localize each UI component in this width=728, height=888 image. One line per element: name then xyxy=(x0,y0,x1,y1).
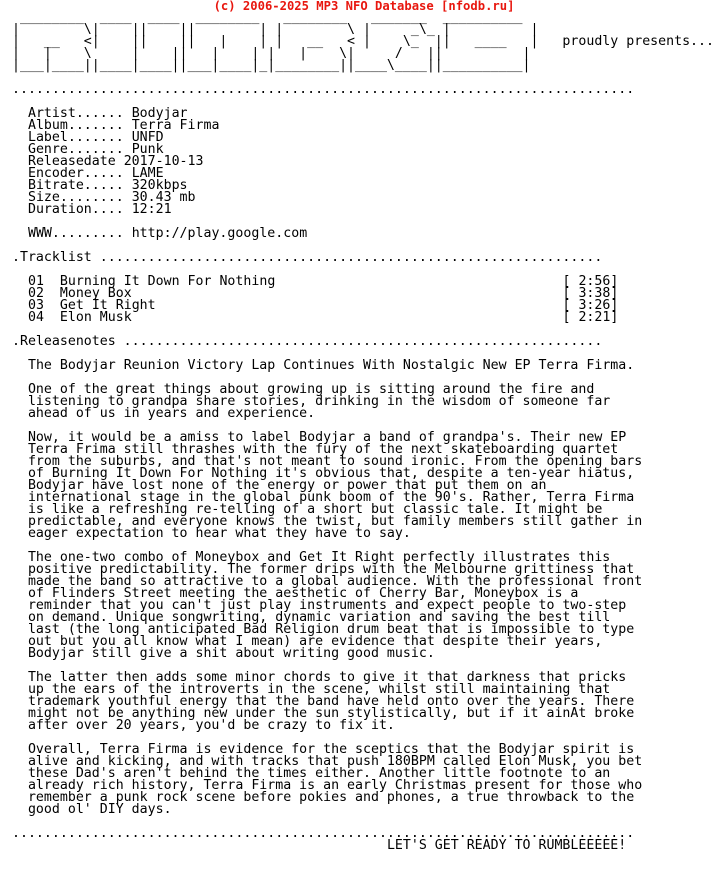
track-number: 03 xyxy=(27,298,44,313)
ascii-logo: ________ ____ ____ ________ ________ _______ __________ | \| || || | | \ | _\_ | | | __ <| || || | | | __ < | \_ || ____ | proudly presents... | | \ | || | | | | \| / || | |___|____||____|____||___|____|_|________||____\____||__________| xyxy=(12,10,714,73)
meta-label: Artist...... xyxy=(27,106,124,121)
top-divider: .............................................................................. xyxy=(12,82,635,97)
www-label: WWW......... xyxy=(27,226,124,241)
tracklist-divider: .Tracklist ............................................................... xyxy=(12,250,603,265)
track-duration: [ 2:21] xyxy=(562,310,619,325)
track-number: 02 xyxy=(27,286,44,301)
meta-row xyxy=(12,226,307,241)
meta-value: Bodyjar xyxy=(131,106,188,121)
meta-value: 30.43 mb xyxy=(131,190,196,205)
meta-label: Album....... xyxy=(27,118,124,133)
track-title: Burning It Down For Nothing xyxy=(59,274,276,289)
track-duration: [ 2:56] xyxy=(562,274,619,289)
meta-label: Encoder..... xyxy=(27,166,124,181)
meta-value: 320kbps xyxy=(131,178,188,193)
meta-value: Terra Firma xyxy=(131,118,220,133)
release-paragraph: Now, it would be a amiss to label Bodyjar a band of grandpa's. Their new EP Terra Frima still thrashes with the fury of the next skateboarding quartet from the suburbs, and that's not meant to sound ironic. From the opening bars of Burning It Down For Nothing it's obvious that, despite a ten-year hiatus, Bodyjar have lost none of the energy or power that put them on an international stage in the global punk boom of the 90's. Rather, Terra Firma is like a refreshing re-telling of a short but classic tale. It might be predictable, and everyone knows the twist, but family members still gather in eager expectation to hear what they have to say. xyxy=(27,430,643,541)
releasenotes-divider: .Releasenotes ............................................................ xyxy=(12,334,603,349)
meta-value: UNFD xyxy=(131,130,164,145)
meta-value: 12:21 xyxy=(131,202,172,217)
meta-label: Genre....... xyxy=(27,142,124,157)
www-link[interactable]: http://play.google.com xyxy=(131,226,308,241)
release-paragraph: The one-two combo of Moneybox and Get It Right perfectly illustrates this positive predictability. The former drips with the Melbourne grittiness that made the band so attractive to a global audience. With the professional front of Flinders Street meeting the aesthetic of Cherry Bar, Moneybox is a reminder that you can't just play instruments and expect people to two-step on demand. Unique songwriting, dynamic variation and saving the best till last (the long anticipated Bad Religion drum beat that is impossible to type out but you all know what I mean) are evidence that despite their years, Bodyjar still give a shit about writing good music. xyxy=(27,550,643,661)
track-duration: [ 3:26] xyxy=(562,298,619,313)
meta-value: LAME xyxy=(131,166,164,181)
meta-value: 2017-10-13 xyxy=(123,154,204,169)
meta-label: Duration.... xyxy=(27,202,124,217)
track-duration: [ 3:38] xyxy=(562,286,619,301)
release-headline: The Bodyjar Reunion Victory Lap Continues With Nostalgic New EP Terra Firma. xyxy=(27,358,635,373)
track-number: 01 xyxy=(27,274,44,289)
track-number: 04 xyxy=(27,310,44,325)
track-title: Elon Musk xyxy=(59,310,132,325)
meta-label: Label....... xyxy=(27,130,124,145)
release-paragraph: One of the great things about growing up is sitting around the fire and listening to grandpa share stories, drinking in the wisdom of someone far ahead of us in years and experience. xyxy=(27,382,611,421)
track-title: Get It Right xyxy=(59,298,156,313)
outro-text: LET'S GET READY TO RUMBLEEEEE! xyxy=(386,838,627,853)
release-paragraph: The latter then adds some minor chords to give it that darkness that pricks up the ears of the introverts in the scene, whilst still maintaining that trademark youthful energy that the band have held onto over the years. There might not be anything new under the sun stylistically, but if it ainAt broke after over 20 years, you'd be crazy to fix it. xyxy=(27,670,635,733)
meta-row xyxy=(12,202,172,217)
track-title: Money Box xyxy=(59,286,132,301)
nfo-text xyxy=(12,12,714,852)
meta-label: Bitrate..... xyxy=(27,178,124,193)
release-paragraph: Overall, Terra Firma is evidence for the sceptics that the Bodyjar spirit is alive and kicking, and with tracks that push 180BPM called Elon Musk, you bet these Dad's aren't behind the times either. Another little footnote to an already rich history, Terra Firma is an early Christmas present for those who remember a punk rock scene before pokies and phones, a true throwback to the good ol' DIY days. xyxy=(27,742,643,817)
track-row xyxy=(12,310,618,325)
meta-value: Punk xyxy=(131,142,164,157)
nfodb-credit: (c) 2006-2025 MP3 NFO Database [nfodb.ru] xyxy=(213,0,515,13)
meta-label: Releasedate xyxy=(27,154,116,169)
bottom-divider: .............................................................................. xyxy=(12,826,635,841)
meta-label: Size........ xyxy=(27,190,124,205)
